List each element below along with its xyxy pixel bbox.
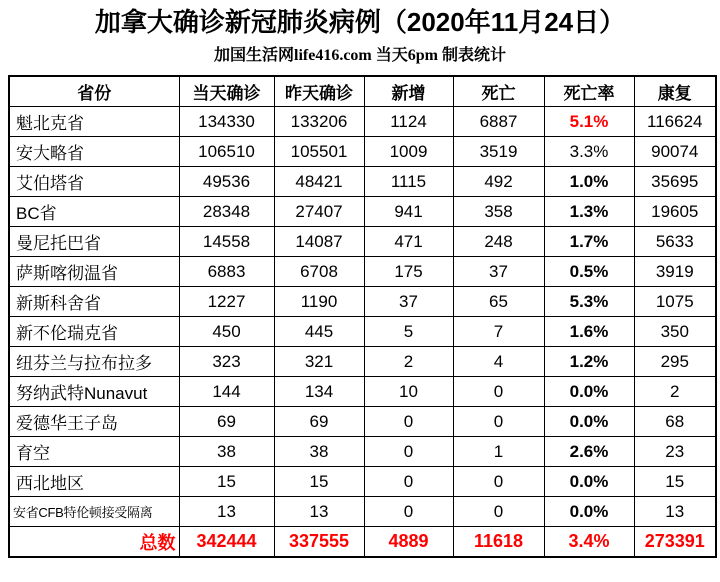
cell-recovered: 90074	[634, 137, 716, 167]
cell-province: 新斯科舍省	[9, 287, 179, 317]
total-new-cases: 4889	[364, 527, 453, 558]
cell-new-cases: 1124	[364, 107, 453, 137]
total-row	[9, 527, 716, 558]
column-header-death-rate: 死亡率	[544, 76, 634, 107]
cell-yesterday: 48421	[274, 167, 364, 197]
cell-yesterday: 1190	[274, 287, 364, 317]
cell-death-rate: 2.6%	[544, 437, 634, 467]
column-header-yesterday: 昨天确诊	[274, 76, 364, 107]
cell-deaths: 0	[453, 467, 544, 497]
cell-deaths: 7	[453, 317, 544, 347]
cell-recovered: 295	[634, 347, 716, 377]
cell-today: 13	[179, 497, 274, 527]
cell-death-rate: 0.5%	[544, 257, 634, 287]
cell-deaths: 0	[453, 377, 544, 407]
cell-yesterday: 27407	[274, 197, 364, 227]
covid-cases-table	[8, 75, 717, 558]
cell-deaths: 6887	[453, 107, 544, 137]
cell-deaths: 3519	[453, 137, 544, 167]
cell-deaths: 0	[453, 407, 544, 437]
cell-today: 38	[179, 437, 274, 467]
total-recovered: 273391	[634, 527, 716, 558]
table-row	[9, 437, 716, 467]
cell-yesterday: 134	[274, 377, 364, 407]
cell-today: 6883	[179, 257, 274, 287]
total-today: 342444	[179, 527, 274, 558]
cell-province: 西北地区	[9, 467, 179, 497]
cell-yesterday: 6708	[274, 257, 364, 287]
cell-today: 323	[179, 347, 274, 377]
table-row	[9, 377, 716, 407]
cell-province: 曼尼托巴省	[9, 227, 179, 257]
column-header-today: 当天确诊	[179, 76, 274, 107]
cell-death-rate: 0.0%	[544, 377, 634, 407]
cell-death-rate: 1.7%	[544, 227, 634, 257]
table-row	[9, 227, 716, 257]
cell-deaths: 1	[453, 437, 544, 467]
cell-today: 14558	[179, 227, 274, 257]
cell-yesterday: 13	[274, 497, 364, 527]
cell-recovered: 23	[634, 437, 716, 467]
cell-province: 爱德华王子岛	[9, 407, 179, 437]
cell-death-rate: 5.3%	[544, 287, 634, 317]
cell-province: 纽芬兰与拉布拉多	[9, 347, 179, 377]
cell-today: 49536	[179, 167, 274, 197]
cell-today: 134330	[179, 107, 274, 137]
cell-yesterday: 321	[274, 347, 364, 377]
cell-deaths: 358	[453, 197, 544, 227]
cell-yesterday: 69	[274, 407, 364, 437]
cell-province: 育空	[9, 437, 179, 467]
total-yesterday: 337555	[274, 527, 364, 558]
cell-province: 魁北克省	[9, 107, 179, 137]
cell-yesterday: 38	[274, 437, 364, 467]
table-row	[9, 467, 716, 497]
header-row	[9, 76, 716, 107]
cell-recovered: 35695	[634, 167, 716, 197]
cell-province: 新不伦瑞克省	[9, 317, 179, 347]
cell-death-rate: 1.3%	[544, 197, 634, 227]
total-label: 总数	[9, 527, 179, 558]
cell-yesterday: 105501	[274, 137, 364, 167]
cell-recovered: 5633	[634, 227, 716, 257]
cell-recovered: 116624	[634, 107, 716, 137]
cell-deaths: 248	[453, 227, 544, 257]
cell-recovered: 350	[634, 317, 716, 347]
cell-today: 144	[179, 377, 274, 407]
cell-province: 艾伯塔省	[9, 167, 179, 197]
cell-recovered: 68	[634, 407, 716, 437]
cell-recovered: 2	[634, 377, 716, 407]
cell-new-cases: 0	[364, 407, 453, 437]
cell-today: 15	[179, 467, 274, 497]
table-row	[9, 497, 716, 527]
cell-recovered: 13	[634, 497, 716, 527]
cell-recovered: 3919	[634, 257, 716, 287]
table-row	[9, 407, 716, 437]
table-row	[9, 287, 716, 317]
cell-deaths: 37	[453, 257, 544, 287]
cell-new-cases: 1115	[364, 167, 453, 197]
cell-today: 28348	[179, 197, 274, 227]
cell-deaths: 492	[453, 167, 544, 197]
cell-death-rate: 1.6%	[544, 317, 634, 347]
page-subtitle: 加国生活网life416.com 当天6pm 制表统计	[214, 47, 506, 64]
table-row	[9, 137, 716, 167]
cell-new-cases: 5	[364, 317, 453, 347]
cell-today: 69	[179, 407, 274, 437]
cell-recovered: 15	[634, 467, 716, 497]
cell-today: 106510	[179, 137, 274, 167]
cell-today: 1227	[179, 287, 274, 317]
cell-yesterday: 15	[274, 467, 364, 497]
cell-new-cases: 0	[364, 497, 453, 527]
cell-province: 安省CFB特伦顿接受隔离	[9, 497, 179, 527]
column-header-deaths: 死亡	[453, 76, 544, 107]
table-row	[9, 167, 716, 197]
cell-yesterday: 133206	[274, 107, 364, 137]
total-deaths: 11618	[453, 527, 544, 558]
cell-province: BC省	[9, 197, 179, 227]
cell-province: 努纳武特Nunavut	[9, 377, 179, 407]
cell-new-cases: 0	[364, 437, 453, 467]
table-row	[9, 257, 716, 287]
cell-death-rate: 5.1%	[544, 107, 634, 137]
cell-recovered: 19605	[634, 197, 716, 227]
column-header-recovered: 康复	[634, 76, 716, 107]
cell-deaths: 4	[453, 347, 544, 377]
table-row	[9, 107, 716, 137]
cell-province: 萨斯喀彻温省	[9, 257, 179, 287]
table-row	[9, 317, 716, 347]
cell-recovered: 1075	[634, 287, 716, 317]
cell-new-cases: 2	[364, 347, 453, 377]
total-death-rate: 3.4%	[544, 527, 634, 558]
cell-death-rate: 3.3%	[544, 137, 634, 167]
cell-death-rate: 1.0%	[544, 167, 634, 197]
cell-death-rate: 0.0%	[544, 467, 634, 497]
cell-yesterday: 445	[274, 317, 364, 347]
column-header-new-cases: 新增	[364, 76, 453, 107]
table-row	[9, 197, 716, 227]
table-row	[9, 347, 716, 377]
cell-deaths: 65	[453, 287, 544, 317]
cell-today: 450	[179, 317, 274, 347]
page-title: 加拿大确诊新冠肺炎病例（2020年11月24日）	[94, 7, 626, 37]
cell-new-cases: 175	[364, 257, 453, 287]
cell-death-rate: 0.0%	[544, 407, 634, 437]
cell-new-cases: 471	[364, 227, 453, 257]
cell-deaths: 0	[453, 497, 544, 527]
cell-new-cases: 10	[364, 377, 453, 407]
cell-death-rate: 0.0%	[544, 497, 634, 527]
cell-yesterday: 14087	[274, 227, 364, 257]
cell-death-rate: 1.2%	[544, 347, 634, 377]
cell-new-cases: 37	[364, 287, 453, 317]
cell-new-cases: 1009	[364, 137, 453, 167]
cell-new-cases: 941	[364, 197, 453, 227]
cell-new-cases: 0	[364, 467, 453, 497]
cell-province: 安大略省	[9, 137, 179, 167]
column-header-province: 省份	[9, 76, 179, 107]
